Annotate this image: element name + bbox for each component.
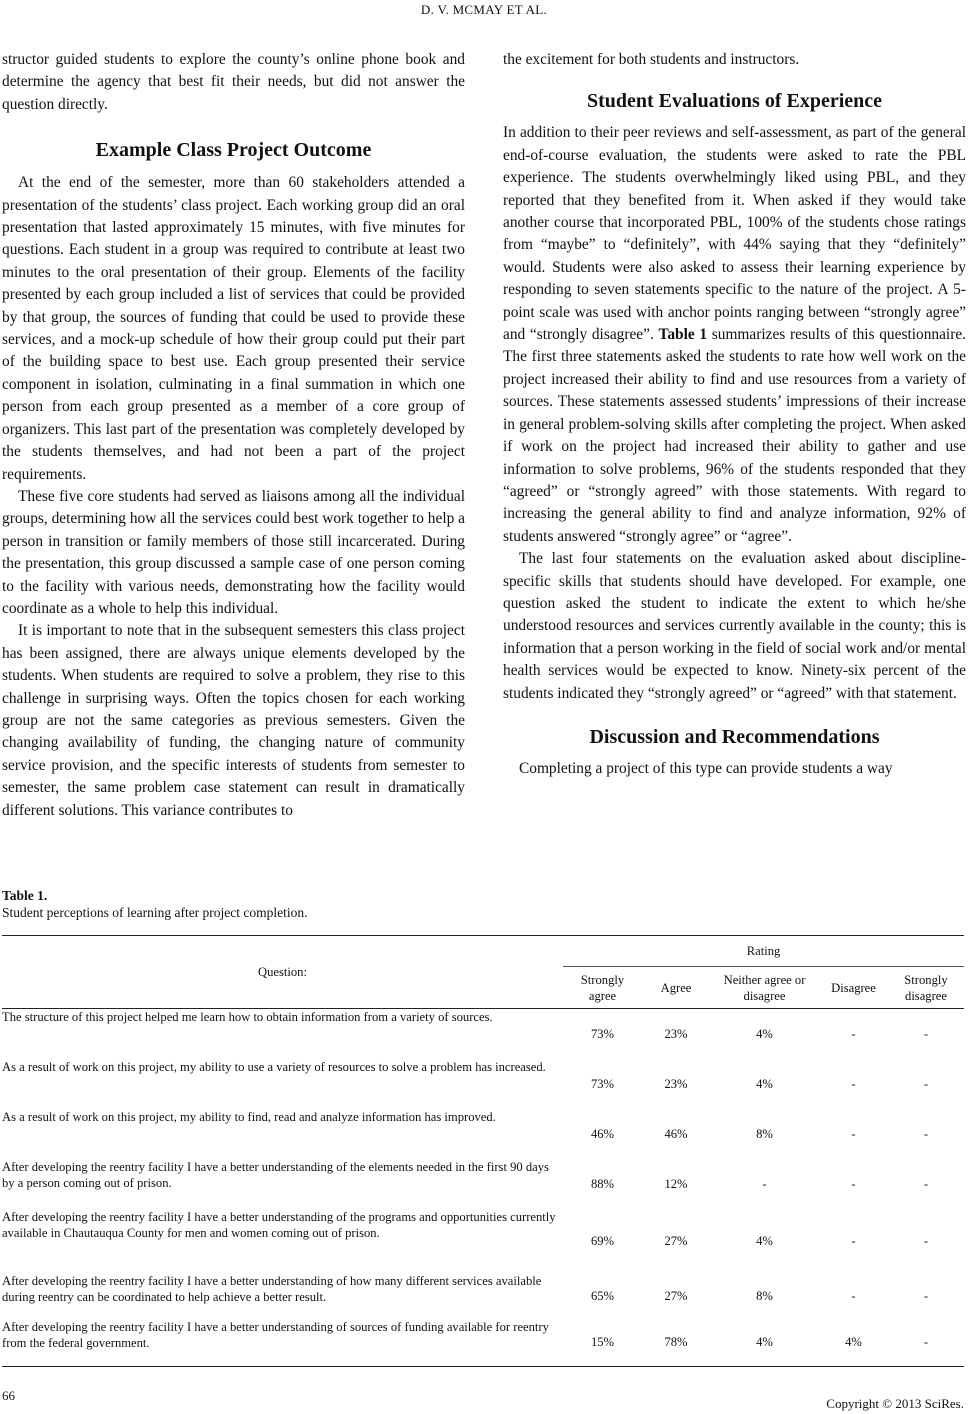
table-reference: Table 1	[658, 326, 708, 344]
table-row: After developing the reentry facility I have a better understanding of how many different services available during reentry can be coordinated to help achieve a better result. 65% 27% 8% - -	[2, 1273, 929, 1304]
section-heading: Discussion and Recommendations	[589, 725, 880, 748]
page-number: 66	[2, 1388, 15, 1403]
table-caption-text: Student perceptions of learning after project completion.	[2, 905, 308, 920]
paragraph: the excitement for both students and instructors.	[503, 51, 800, 68]
results-table	[2, 935, 964, 1367]
column-header: Agree	[660, 980, 692, 995]
table-row: After developing the reentry facility I have a better understanding of the elements needed in the first 90 days by a person coming out of prison. 88% 12% - - -	[2, 1159, 929, 1191]
table-row: As a result of work on this project, my ability to use a variety of resources to solve a problem has increased. 73% 23% 4% - -	[2, 1059, 929, 1091]
section-heading: Student Evaluations of Experience	[586, 90, 883, 113]
column-header: Strongly agree	[580, 972, 625, 1003]
table-label: Table 1.	[2, 888, 48, 903]
rating-header: Rating	[563, 936, 964, 967]
section-heading: Example Class Project Outcome	[95, 139, 372, 162]
paragraph: It is important to note that in the subsequent semesters this class project has been assigned, there are always unique elements developed by the students. When students are required to solve a problem, they rise to this challenge in surprising ways. Often the topics chosen for each working group are not the same categories as previous semesters. Given the changing availability of funding, the changing nature of community service provision, and the specific interests of students from semester to semester, the same problem case statement can result in dramatically different solutions. This variance contributes to	[2, 622, 465, 819]
column-header: Disagree	[831, 980, 876, 995]
paragraph: In addition to their peer reviews and self-assessment, as part of the general end-of-course evaluation, the students were asked to rate the PBL experience. The students overwhelmingly liked using PBL, and they reported that they benefited from it. When asked if they would take another course that incorporated PBL, 100% of the students chose ratings from “maybe” to “definitely”, with 44% saying that they “definitely” would. Students were also asked to assess their learning experience by responding to seven statements specific to the nature of the project. A 5-point scale was used with anchor points ranging between “strongly agree” and “strongly disagree”. Table 1 summarizes results of this questionnaire. The first three statements asked the students to rate how well work on the project increased their ability to find and use resources from a variety of sources. These statements assessed students’ impressions of their increase in general problem-solving skills after completing the project. When asked if work on the project had increased their ability to gather and use information to solve problems, 96% of the students responded that they “agreed” or “strongly agreed” with those statements. With regard to increasing the general ability to find and analyze information, 92% of students answered “strongly agree” or “agree”.	[503, 124, 967, 545]
question-header: Question:	[2, 936, 563, 1009]
paragraph: At the end of the semester, more than 60 stakeholders attended a presentation of the students’ class project. Each working group did an oral presentation that lasted approximately 15 minutes, with five minutes for questions. Each student in a group was required to contribute at least two minutes to the oral presentation of their group. Elements of the facility presented by each group included a list of services that could be provided by that group, the sources of funding that could be used to provide these services, and a mock-up schedule of how their group could put their part of the building space to best use. Each group presented their service component in isolation, culminating in a final summation in which one person from each group presented as a member of a core group of organizers. This last part of the presentation was completely developed by the students themselves, and had not been a part of the project requirements.	[2, 174, 465, 483]
paragraph: Completing a project of this type can provide students a way	[519, 759, 893, 777]
table-row: After developing the reentry facility I have a better understanding of sources of funding available for reentry from the federal government. 15% 78% 4% 4% -	[2, 1319, 964, 1367]
copyright: Copyright © 2013 SciRes.	[826, 1396, 964, 1411]
table-row: The structure of this project helped me learn how to obtain information from a variety of sources. 73% 23% 4% - -	[2, 1010, 929, 1041]
table-caption	[2, 887, 308, 921]
paragraph: structor guided students to explore the county’s online phone book and determine the agency that best fit their needs, but did not answer the question directly.	[2, 51, 465, 113]
paragraph: These five core students had served as liaisons among all the individual groups, determining how all the services could best work together to help a person in transition or family members of those still incarcerated. During the presentation, this group discussed a sample case of one person coming to the facility with various needs, demonstrating how the facility would coordinate as a whole to help this individual.	[2, 487, 465, 617]
paragraph: The last four statements on the evaluation asked about discipline-specific skills that students should have developed. For example, one question asked the student to indicate the extent to which he/she understood resources and services currently available in the county; this is information that a person working in the field of social work and/or mental health services would be expected to know. Ninety-six percent of the students indicated they “strongly agreed” or “agreed” with that statement.	[503, 550, 966, 702]
running-header: D. V. MCMAY ET AL.	[420, 2, 548, 17]
right-column	[503, 49, 966, 780]
table-row: After developing the reentry facility I have a better understanding of the programs and opportunities currently available in Chautauqua County for men and women coming out of prison. 69% 27% 4% - -	[2, 1209, 929, 1248]
column-header: Strongly disagree	[904, 972, 948, 1003]
column-header: Neither agree or disagree	[723, 972, 806, 1003]
left-column	[2, 49, 465, 822]
table-row: As a result of work on this project, my ability to find, read and analyze information has improved. 46% 46% 8% - -	[2, 1109, 929, 1141]
